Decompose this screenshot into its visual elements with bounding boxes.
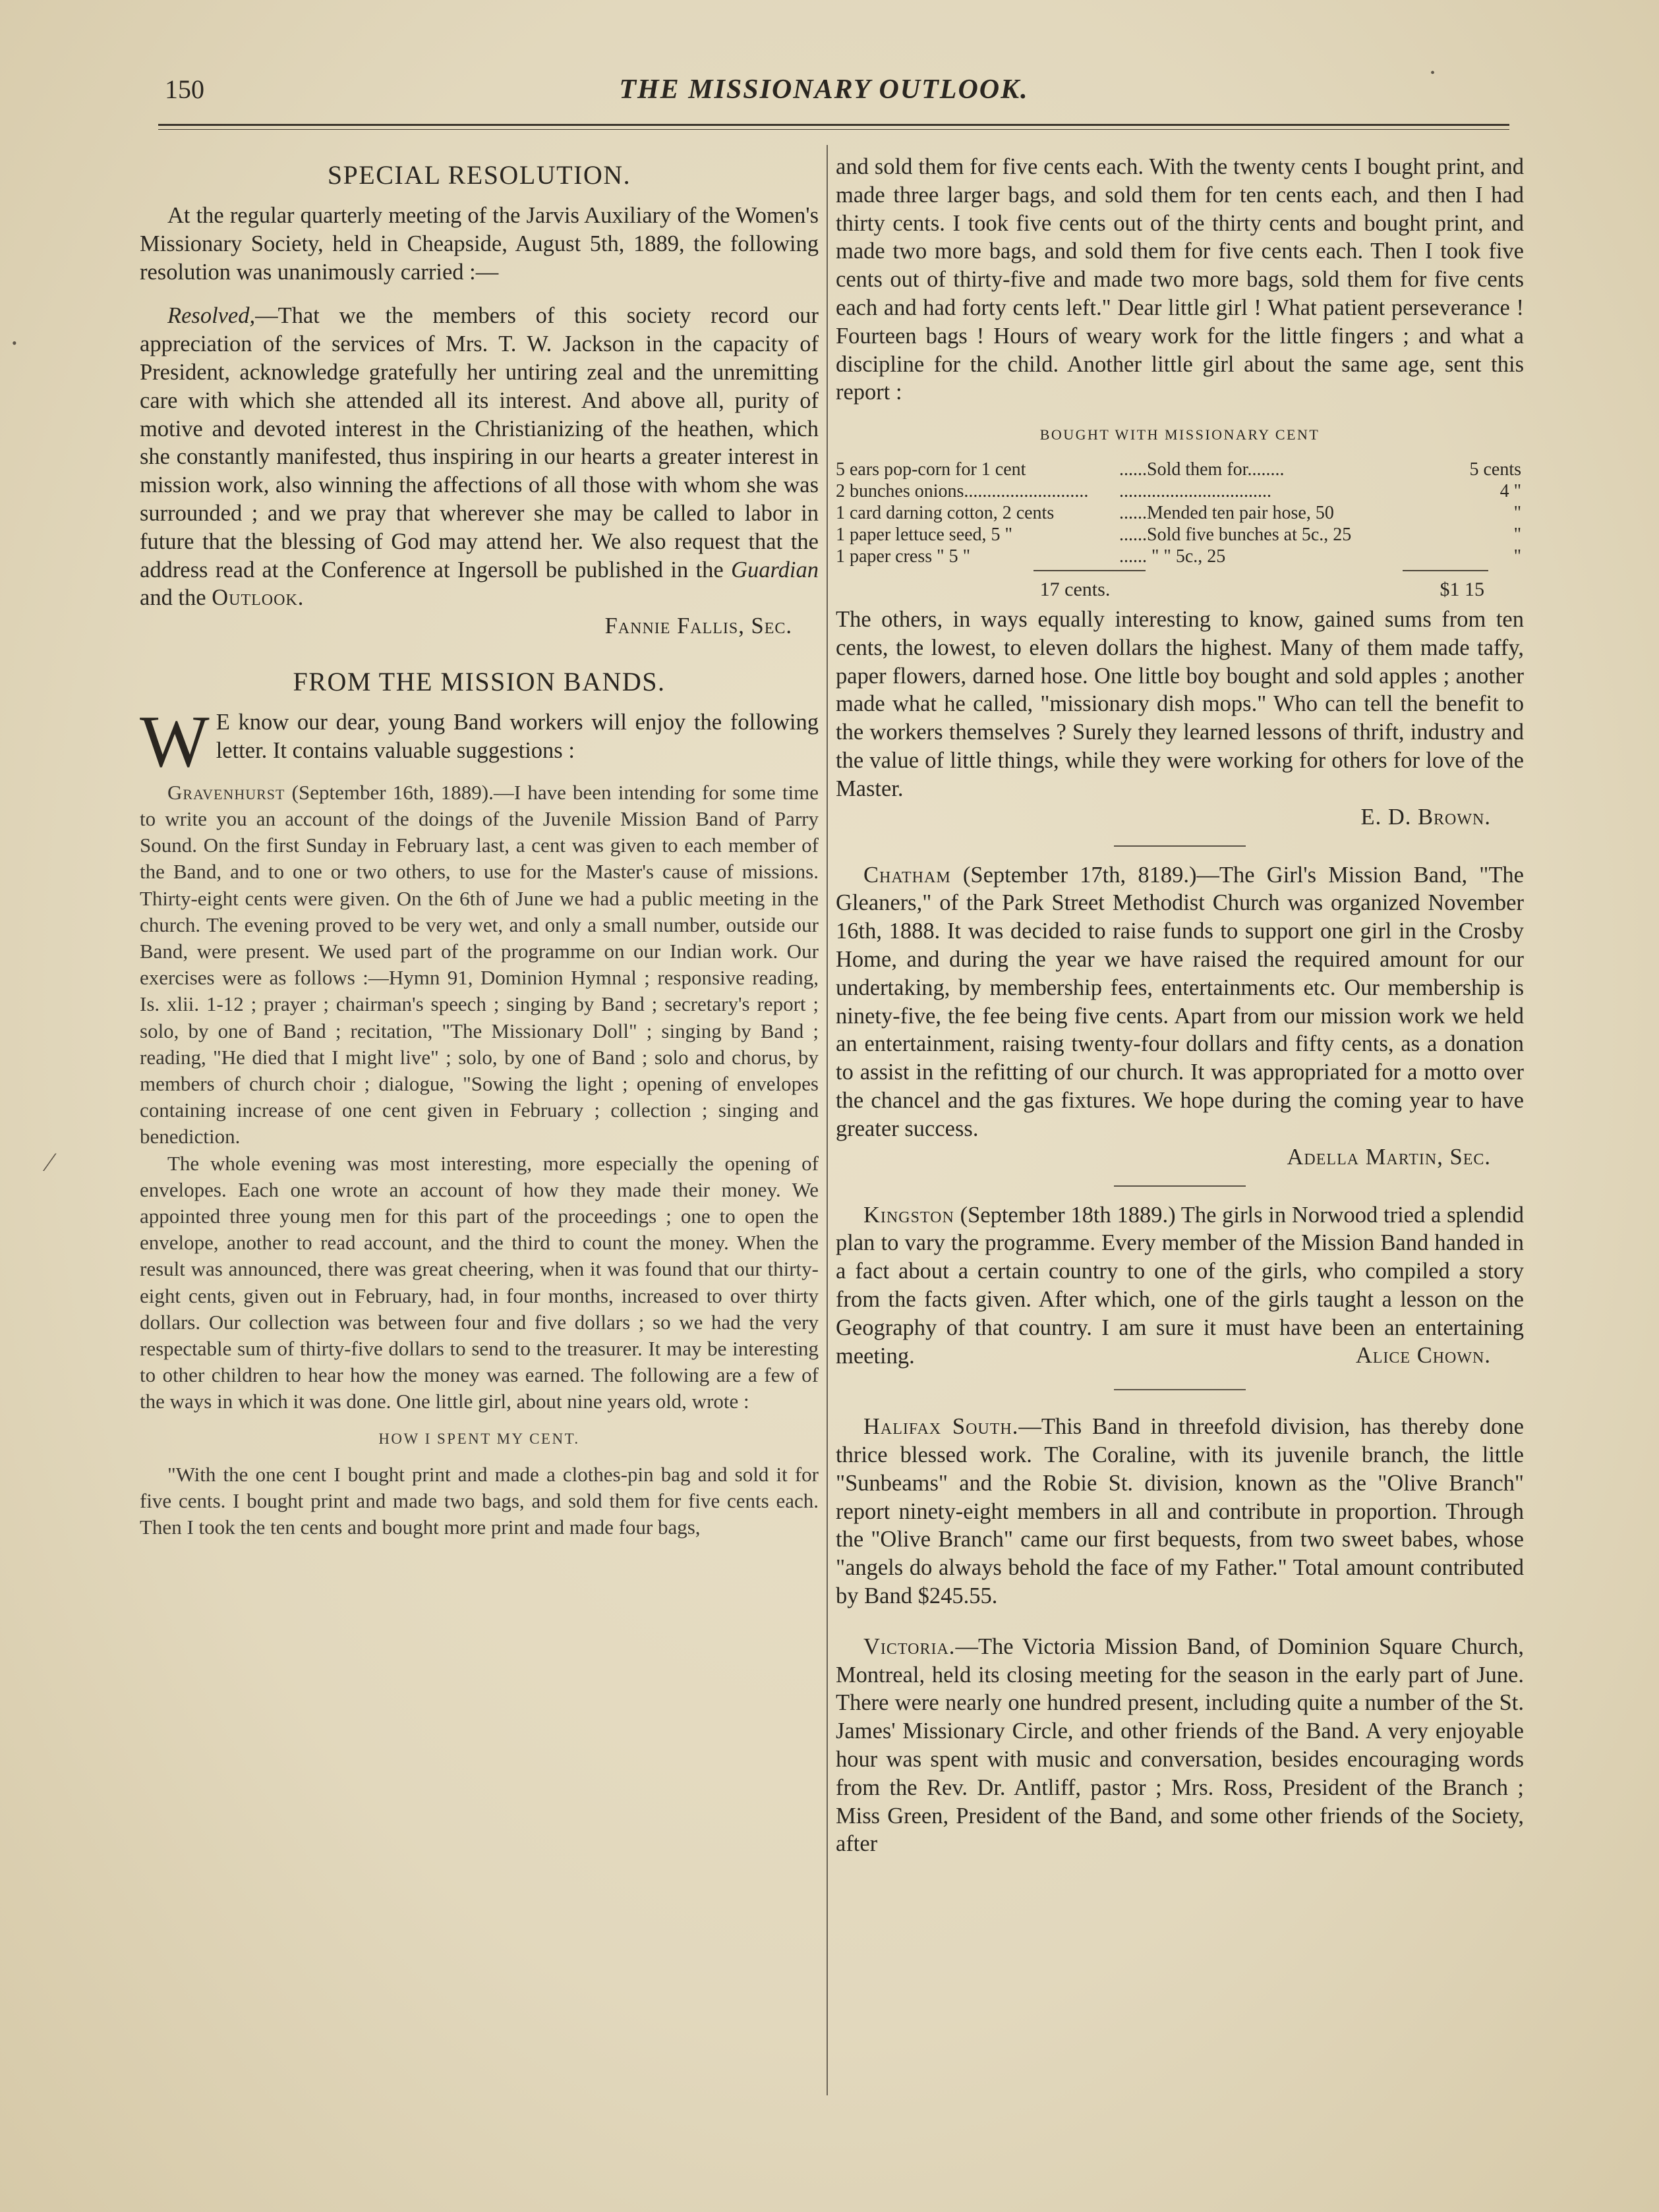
chown-signature: Alice Chown. <box>1355 1343 1491 1369</box>
victoria-place: Victoria. <box>863 1633 956 1659</box>
how-i-spent-heading: HOW I SPENT MY CENT. <box>378 1430 580 1447</box>
gravenhurst-paragraph <box>140 780 819 1150</box>
gravenhurst-place: Gravenhurst <box>167 780 285 804</box>
drop-cap-letter: W <box>140 701 210 783</box>
section-rule <box>1114 1185 1246 1187</box>
mission-bands-heading: FROM THE MISSION BANDS. <box>293 667 666 697</box>
header-double-rule <box>158 124 1509 130</box>
kingston-text: (September 18th 1889.) The girls in Norwood tried a splendid plan to vary the programme. Every member of the Mission Band handed in a fact about a certain country to one of the girls, who compiled a story from the facts given. After which, one of the girls taught a lesson on the Geography of that country. I am sure it must have been an entertaining meeting. <box>836 1202 1525 1369</box>
chatham-place: Chatham <box>863 862 951 888</box>
continued-paragraph: and sold them for five cents each. With the twenty cents I bought print, and made three larger bags, and sold them for ten cents each, and then I had thirty cents. I took five cents out of the thirty cents and bought print, and made two more bags, and sold them for five cents each. Then I took five cents out of thirty-five and made two more bags, sold them for five cents each and had forty cents left." Dear little girl ! What patient perseverance ! Fourteen bags ! Hours of weary work for the little fingers ; and what a discipline for the child. Another little girl about the same age, sent this report : <box>836 154 1524 405</box>
table-row <box>836 524 1524 546</box>
column-divider <box>827 145 828 2095</box>
outlook-title: Outlook. <box>212 585 305 611</box>
section-rule <box>1114 845 1246 847</box>
guardian-title: Guardian <box>731 557 819 582</box>
table-row <box>836 502 1524 524</box>
table-sold: ...... " " 5c., 25 <box>1119 546 1226 567</box>
total-cost: 17 cents. <box>1039 578 1111 600</box>
table-sold: ......Mended ten pair hose, 50 <box>1119 502 1334 523</box>
kingston-place: Kingston <box>863 1202 954 1228</box>
resolution-intro: At the regular quarterly meeting of the Jarvis Auxiliary of the Women's Missionary Society, held in Cheapside, August 5th, 1889, the following resolution was unanimously carried :— <box>140 203 819 285</box>
table-row <box>836 480 1524 502</box>
and-the-text: and the <box>140 585 206 611</box>
page-number: 150 <box>165 74 204 104</box>
margin-pencil-mark: ⁄ <box>47 1147 52 1177</box>
victoria-text: —The Victoria Mission Band, of Dominion Square Church, Montreal, held its closing meeting for the season in the early part of June. There were nearly one hundred present, including quite a number of the St. James' Missionary Circle, and other friends of the Band. A very enjoyable hour was spent with music and conversation, besides encouraging words from the Rev. Dr. Antliff, pastor ; Mrs. Ross, President of the Branch ; Miss Green, President of the Band, and some other friends of the Society, after <box>836 1633 1524 1857</box>
others-paragraph: The others, in ways equally interesting to know, gained sums from ten cents, the lowest, to eleven dollars the highest. Many of them made taffy, paper flowers, darned hose. One little boy bought and sold apples ; another made what he called, "missionary dish mops." Who can tell the benefit to the workers themselves ? Surely they learned lessons of thrift, industry and the value of little things, while they were working for others for love of the Master. <box>836 606 1524 801</box>
table-item: 1 paper lettuce seed, 5 " <box>836 524 1012 545</box>
table-totals <box>836 578 1524 602</box>
left-column <box>140 153 819 1541</box>
table-sold: ......Sold five bunches at 5c., 25 <box>1119 524 1352 545</box>
victoria-paragraph <box>836 1633 1524 1858</box>
spent-paragraph: "With the one cent I bought print and made a clothes-pin bag and sold it for five cents. I bought print and made two bags, and sold them for five cents each. Then I took the ten cents and bought more print and made four bags, <box>140 1462 819 1539</box>
gravenhurst-letter <box>140 780 819 1541</box>
total-earned: $1 15 <box>1440 578 1484 600</box>
halifax-text: —This Band in threefold division, has thereby done thrice blessed work. The Coraline, with its juvenile branch, the little "Sunbeams" and the Robie St. division, known as the "Olive Branch" report ninety-eight members in all and contribute in proportion. Through the "Olive Branch" came our first bequests, from two sweet babes, whose "angels do always behold the face of my Father." Total amount contributed by Band $245.55. <box>836 1414 1524 1609</box>
chatham-paragraph <box>836 861 1524 1143</box>
table-row <box>836 459 1524 480</box>
total-rules <box>836 570 1524 571</box>
table-amount: " <box>1513 546 1521 567</box>
missionary-cent-table <box>836 459 1524 602</box>
halifax-place: Halifax South. <box>863 1414 1019 1440</box>
table-sold: ......Sold them for........ <box>1119 459 1285 480</box>
table-item: 2 bunches onions........................... <box>836 480 1089 501</box>
bands-intro-text: E know our dear, young Band workers will enjoy the following letter. It contains valuable suggestions : <box>216 710 819 763</box>
table-item: 1 paper cress " 5 " <box>836 546 971 567</box>
table-item: 1 card darning cotton, 2 cents <box>836 502 1055 523</box>
right-column <box>836 153 1524 1858</box>
halifax-paragraph <box>836 1413 1524 1610</box>
table-amount: " <box>1513 524 1521 545</box>
margin-dot-mark: • <box>1430 66 1436 80</box>
bands-intro <box>140 701 819 783</box>
special-resolution-heading: SPECIAL RESOLUTION. <box>327 160 631 190</box>
margin-dot-mark: • <box>12 335 17 351</box>
table-item: 5 ears pop-corn for 1 cent <box>836 459 1026 480</box>
table-amount: " <box>1513 502 1521 523</box>
table-heading: BOUGHT WITH MISSIONARY CENT <box>1039 426 1320 443</box>
table-amount: 4 " <box>1499 480 1521 501</box>
running-title: THE MISSIONARY OUTLOOK. <box>619 74 1029 105</box>
martin-signature: Adella Martin, Sec. <box>1287 1144 1491 1170</box>
resolution-signature: Fannie Fallis, Sec. <box>604 613 792 639</box>
chatham-text: (September 17th, 8189.)—The Girl's Mission Band, "The Gleaners," of the Park Street Methodist Church was organized November 16th, 1888. It was decided to raise funds to support one girl in the Crosby Home, and during the year we have raised the required amount for our undertaking, by membership fees, entertainments etc. Our membership is ninety-five, the fee being five cents. Apart from our mission work we held an entertainment, raising twenty-four dollars and fifty cents, as a donation to assist in the refitting of our church. It was appropriated for a motto over the chancel and the gas fixtures. We hope during the coming year to have greater success. <box>836 862 1524 1141</box>
resolved-label: Resolved, <box>167 303 256 329</box>
table-amount: 5 cents <box>1469 459 1521 480</box>
section-rule <box>1114 1389 1246 1390</box>
evening-paragraph: The whole evening was most interesting, more especially the opening of envelopes. Each one wrote an account of how they made their money. We appointed three young men for this part of the proceedings ; one to open the envelope, another to read account, and the third to count the money. When the result was announced, there was great cheering, when it was found that our thirty-eight cents, given out in February, had, in four months, increased to over thirty dollars. Our collection was between four and five dollars ; so we had the very respectable sum of thirty-five dollars to send to the treasurer. It may be interesting to other children to hear how the money was earned. The following are a few of the ways in which it was done. One little girl, about nine years old, wrote : <box>140 1151 819 1413</box>
table-row <box>836 546 1524 567</box>
gravenhurst-text: (September 16th, 1889).—I have been intending for some time to write you an account of the doings of the Juvenile Mission Band of Parry Sound. On the first Sunday in February last, a cent was given to each member of the Band, and to one or two others, to use for the Master's cause of missions. Thirty-eight cents were given. On the 6th of June we had a public meeting in the church. The evening proved to be very wet, and only a small number, outside our Band, were present. We used part of the programme on our Indian work. Our exercises were as follows :—Hymn 91, Dominion Hymnal ; responsive reading, Is. xlii. 1-12 ; prayer ; chairman's speech ; singing by Band ; secretary's report ; solo, by one of Band ; recitation, "The Missionary Doll" ; singing by Band ; reading, "He died that I might live" ; solo, by one of Band ; solo and chorus, by members of church choir ; dialogue, "Sowing the light ; opening of envelopes containing increase of one cent given in February ; collection ; singing and benediction. <box>140 780 819 1149</box>
resolution-body <box>140 302 819 612</box>
table-sold: ................................. <box>1119 480 1271 501</box>
resolved-text: —That we the members of this society record our appreciation of the services of Mrs. T. W. Jackson in the capacity of President, acknowledge gratefully her untiring zeal and the unremitting care with which she attended all its interest. And above all, purity of motive and devoted interest in the Christianizing of the heathen, which she constantly manifested, thus inspiring in our hearts a greater interest in mission work, also winning the affections of all those with whom she was surrounded ; and we pray that wherever she may be called to labor in future that the blessing of God may attend her. We also request that the address read at the Conference at Ingersoll be published in the <box>140 303 819 582</box>
page-header <box>165 71 1483 111</box>
brown-signature: E. D. Brown. <box>1360 804 1491 830</box>
